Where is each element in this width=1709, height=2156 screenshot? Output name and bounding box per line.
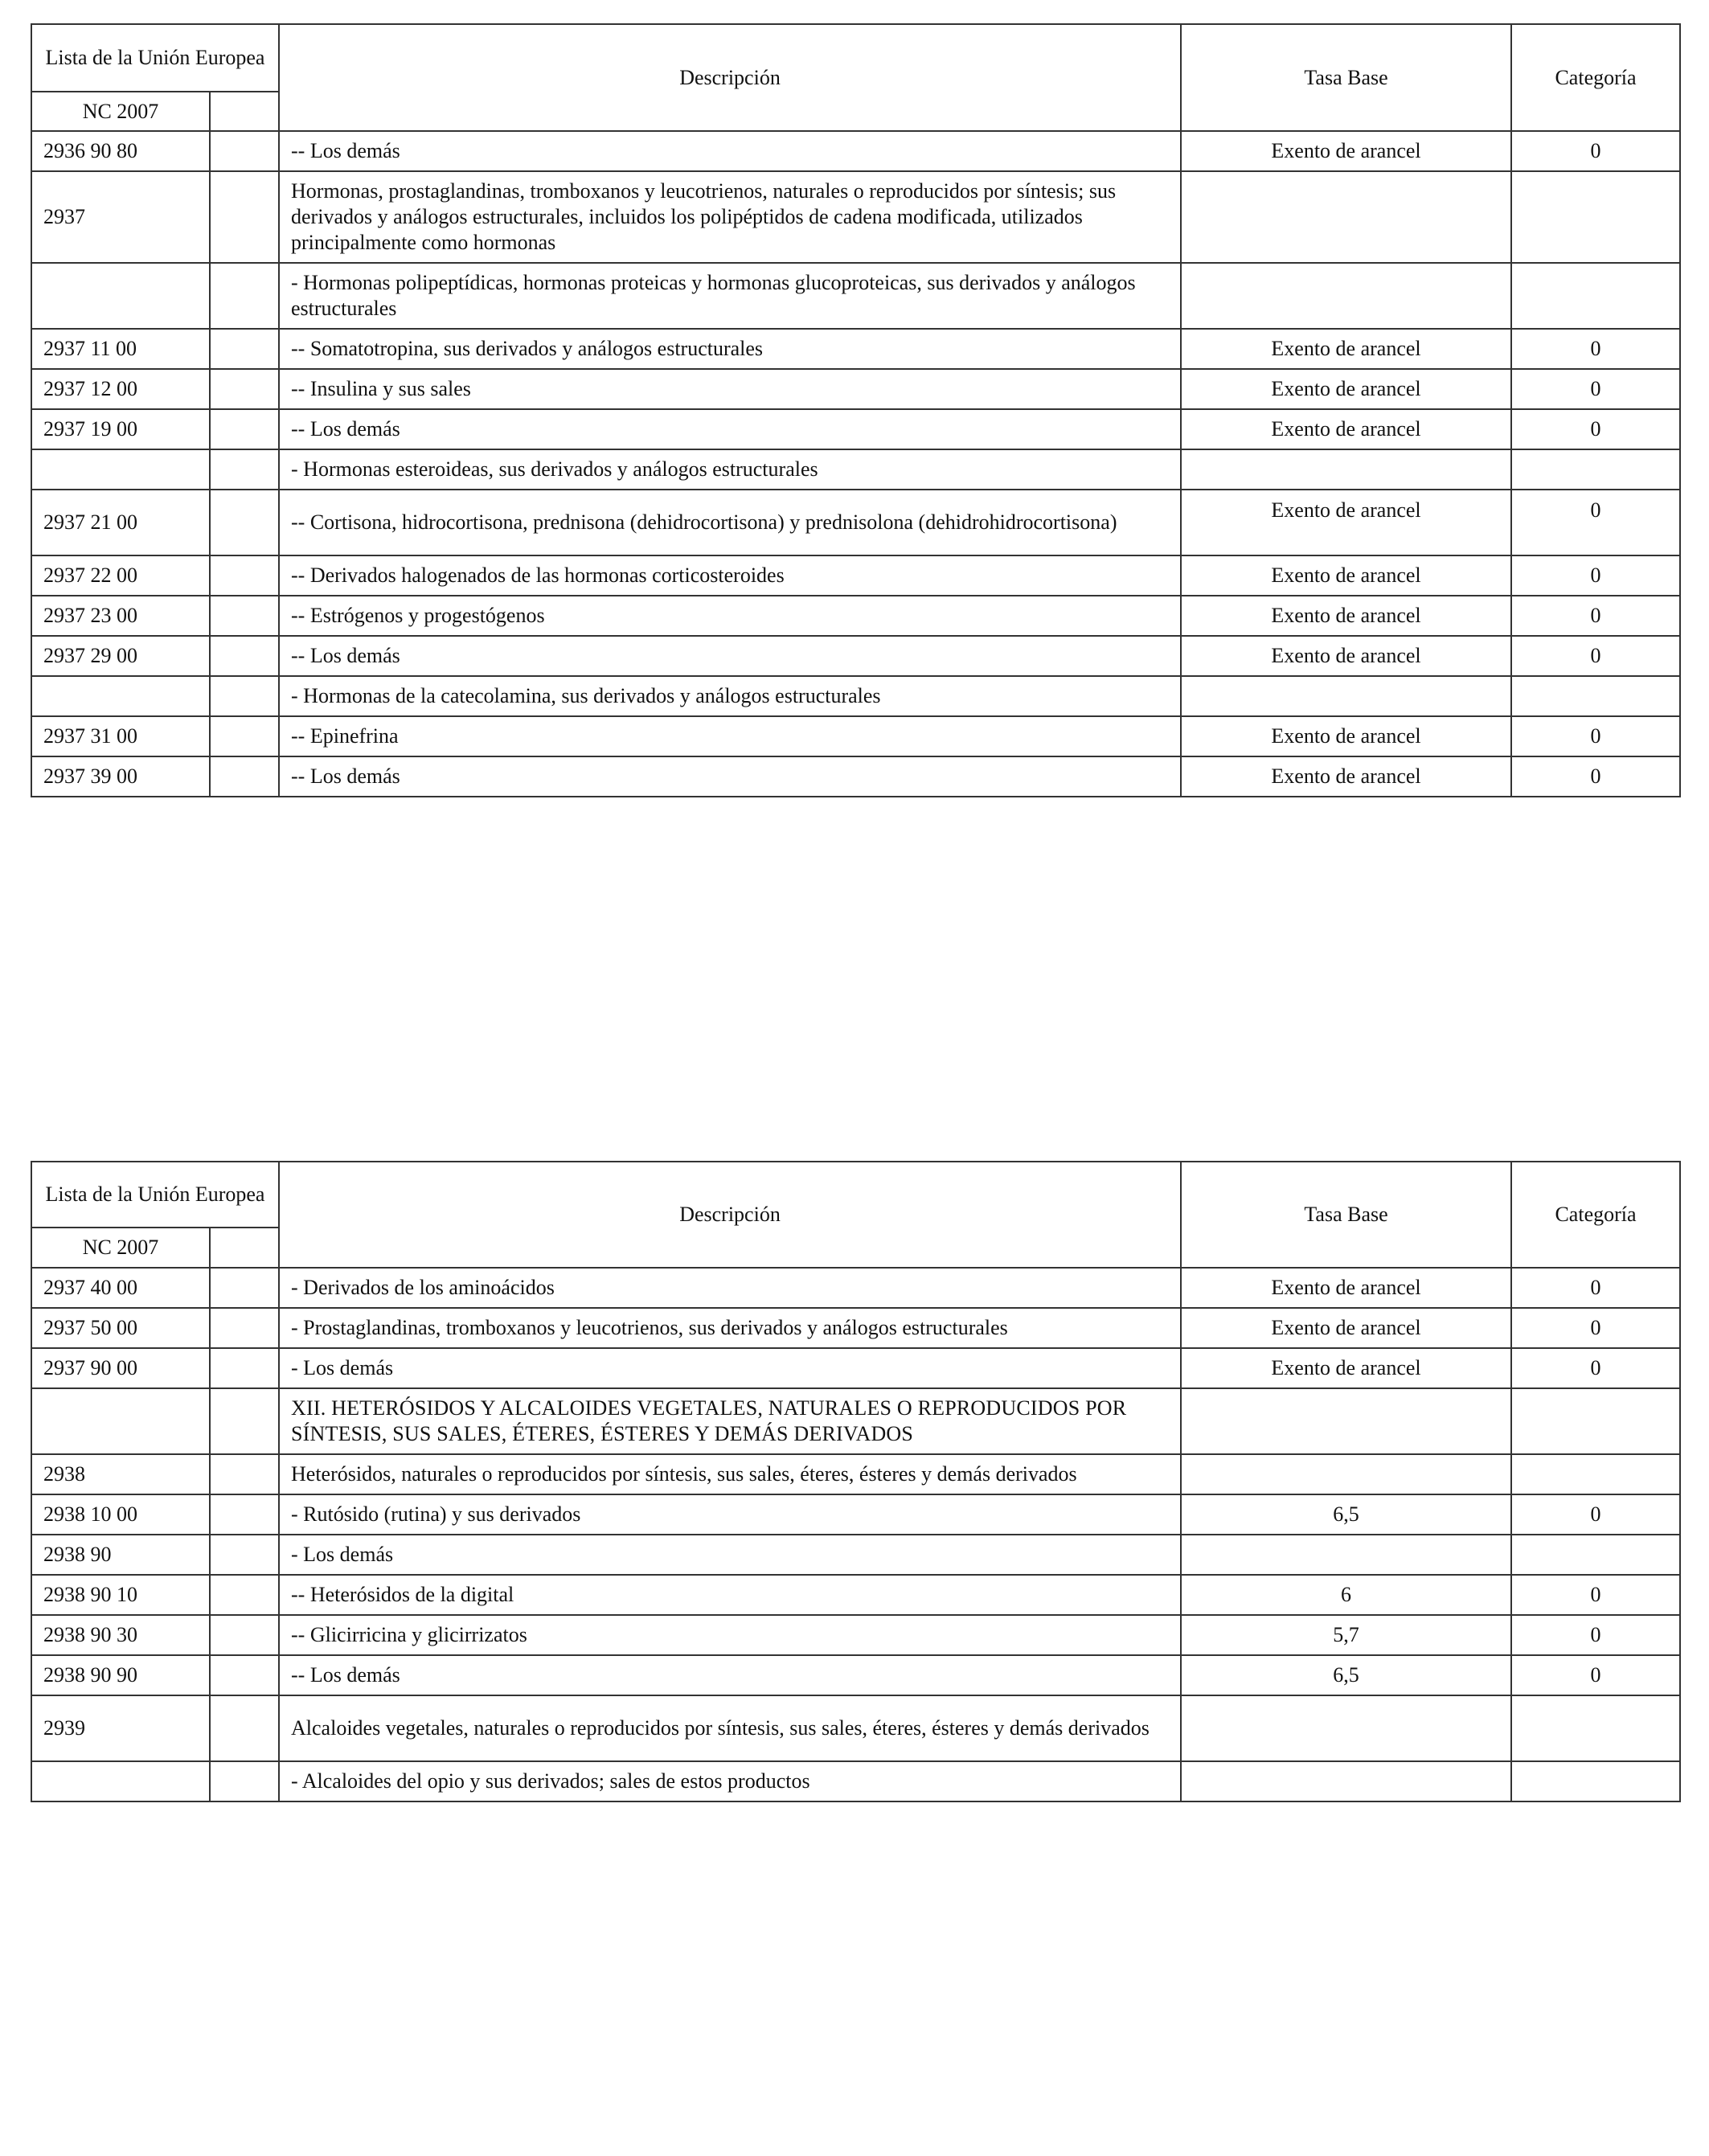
code-cell: 2936 90 80: [31, 131, 210, 171]
description-cell: -- Epinefrina: [279, 716, 1181, 756]
description-cell: -- Glicirricina y glicirrizatos: [279, 1615, 1181, 1655]
code-cell: 2938 90 30: [31, 1615, 210, 1655]
header-list: Lista de la Unión Europea: [31, 24, 279, 92]
code-cell: 2937 50 00: [31, 1308, 210, 1348]
rate-cell: Exento de arancel: [1181, 369, 1511, 409]
table-row: [31, 263, 1680, 329]
category-cell: 0: [1511, 490, 1680, 555]
table-row: [31, 1388, 1680, 1454]
rate-cell: [1181, 171, 1511, 263]
table-row: [31, 716, 1680, 756]
category-cell: [1511, 1761, 1680, 1801]
header-description: Descripción: [279, 24, 1181, 131]
code-cell: 2937: [31, 171, 210, 263]
category-cell: [1511, 1388, 1680, 1454]
header-blank: [210, 92, 279, 131]
rate-cell: Exento de arancel: [1181, 555, 1511, 596]
header-nc: NC 2007: [31, 92, 210, 131]
description-cell: -- Los demás: [279, 131, 1181, 171]
section-heading: XII. HETERÓSIDOS Y ALCALOIDES VEGETALES, NATURALES O REPRODUCIDOS POR SÍNTESIS, SUS SALES, ÉTERES, ÉSTERES Y DEMÁS DERIVADOS: [279, 1388, 1181, 1454]
description-cell: - Derivados de los aminoácidos: [279, 1268, 1181, 1308]
category-cell: [1511, 449, 1680, 490]
header-description: Descripción: [279, 1162, 1181, 1268]
rate-cell: Exento de arancel: [1181, 1348, 1511, 1388]
description-cell: - Rutósido (rutina) y sus derivados: [279, 1494, 1181, 1535]
category-cell: [1511, 1454, 1680, 1494]
code-cell: 2938 90: [31, 1535, 210, 1575]
description-cell: -- Cortisona, hidrocortisona, prednisona (dehidrocortisona) y prednisolona (dehidrohidrocortisona): [279, 490, 1181, 555]
table-row: [31, 1308, 1680, 1348]
category-cell: [1511, 171, 1680, 263]
category-cell: 0: [1511, 636, 1680, 676]
description-cell: -- Heterósidos de la digital: [279, 1575, 1181, 1615]
table-row: [31, 131, 1680, 171]
code-cell: 2937 11 00: [31, 329, 210, 369]
description-cell: -- Los demás: [279, 636, 1181, 676]
code-cell: 2938 90 10: [31, 1575, 210, 1615]
description-cell: -- Los demás: [279, 1655, 1181, 1695]
code-cell: [31, 449, 210, 490]
rate-cell: [1181, 1388, 1511, 1454]
category-cell: 0: [1511, 756, 1680, 797]
description-cell: - Hormonas de la catecolamina, sus derivados y análogos estructurales: [279, 676, 1181, 716]
code-cell: [31, 1388, 210, 1454]
category-cell: 0: [1511, 716, 1680, 756]
rate-cell: [1181, 1535, 1511, 1575]
description-cell: - Los demás: [279, 1348, 1181, 1388]
category-cell: 0: [1511, 555, 1680, 596]
description-cell: - Hormonas esteroideas, sus derivados y análogos estructurales: [279, 449, 1181, 490]
code-cell: 2937 29 00: [31, 636, 210, 676]
rate-cell: 6: [1181, 1575, 1511, 1615]
header-category: Categoría: [1511, 1162, 1680, 1268]
rate-cell: [1181, 449, 1511, 490]
table-row: [31, 1268, 1680, 1308]
rate-cell: Exento de arancel: [1181, 1308, 1511, 1348]
code-cell: 2937 40 00: [31, 1268, 210, 1308]
description-cell: -- Los demás: [279, 409, 1181, 449]
table-row: [31, 1494, 1680, 1535]
table-row: [31, 676, 1680, 716]
rate-cell: [1181, 263, 1511, 329]
description-cell: -- Insulina y sus sales: [279, 369, 1181, 409]
code-cell: 2937 12 00: [31, 369, 210, 409]
description-cell: -- Estrógenos y progestógenos: [279, 596, 1181, 636]
rate-cell: Exento de arancel: [1181, 636, 1511, 676]
code-cell: 2938 90 90: [31, 1655, 210, 1695]
category-cell: 0: [1511, 369, 1680, 409]
code-cell: [31, 263, 210, 329]
code-cell: 2937 22 00: [31, 555, 210, 596]
rate-cell: Exento de arancel: [1181, 329, 1511, 369]
rate-cell: Exento de arancel: [1181, 596, 1511, 636]
category-cell: 0: [1511, 1494, 1680, 1535]
table-row: [31, 490, 1680, 555]
header-nc: NC 2007: [31, 1228, 210, 1268]
code-cell: 2937 31 00: [31, 716, 210, 756]
description-cell: -- Los demás: [279, 756, 1181, 797]
category-cell: 0: [1511, 1348, 1680, 1388]
description-cell: Heterósidos, naturales o reproducidos por síntesis, sus sales, éteres, ésteres y demás derivados: [279, 1454, 1181, 1494]
description-cell: - Alcaloides del opio y sus derivados; sales de estos productos: [279, 1761, 1181, 1801]
table-row: [31, 1761, 1680, 1801]
table-row: [31, 1575, 1680, 1615]
table-row: [31, 1615, 1680, 1655]
table-row: [31, 555, 1680, 596]
table-row: [31, 1535, 1680, 1575]
table-row: [31, 329, 1680, 369]
category-cell: 0: [1511, 409, 1680, 449]
category-cell: 0: [1511, 1655, 1680, 1695]
code-cell: 2938: [31, 1454, 210, 1494]
header-category: Categoría: [1511, 24, 1680, 131]
table-row: [31, 636, 1680, 676]
category-cell: 0: [1511, 596, 1680, 636]
category-cell: [1511, 1535, 1680, 1575]
table-row: [31, 1348, 1680, 1388]
description-cell: Hormonas, prostaglandinas, tromboxanos y leucotrienos, naturales o reproducidos por síntesis; sus derivados y análogos estructurales, incluidos los polipéptidos de cadena modificada, utilizados principalmente como hormonas: [279, 171, 1181, 263]
header-rate: Tasa Base: [1181, 1162, 1511, 1268]
category-cell: [1511, 263, 1680, 329]
code-cell: 2939: [31, 1695, 210, 1761]
category-cell: [1511, 676, 1680, 716]
rate-cell: [1181, 1695, 1511, 1761]
rate-cell: [1181, 676, 1511, 716]
rate-cell: Exento de arancel: [1181, 131, 1511, 171]
header-blank: [210, 1228, 279, 1268]
table-row: [31, 409, 1680, 449]
table-row: [31, 756, 1680, 797]
description-cell: -- Somatotropina, sus derivados y análogos estructurales: [279, 329, 1181, 369]
code-cell: 2938 10 00: [31, 1494, 210, 1535]
table-row: [31, 369, 1680, 409]
rate-cell: Exento de arancel: [1181, 490, 1511, 555]
table-row: [31, 1454, 1680, 1494]
rate-cell: Exento de arancel: [1181, 1268, 1511, 1308]
code-cell: 2937 90 00: [31, 1348, 210, 1388]
category-cell: 0: [1511, 1268, 1680, 1308]
table-row: [31, 1655, 1680, 1695]
header-rate: Tasa Base: [1181, 24, 1511, 131]
table-row: [31, 596, 1680, 636]
category-cell: 0: [1511, 1575, 1680, 1615]
table-row: [31, 449, 1680, 490]
code-cell: 2937 19 00: [31, 409, 210, 449]
description-cell: - Los demás: [279, 1535, 1181, 1575]
table-row: [31, 171, 1680, 263]
category-cell: 0: [1511, 131, 1680, 171]
description-cell: -- Derivados halogenados de las hormonas corticosteroides: [279, 555, 1181, 596]
code-cell: [31, 1761, 210, 1801]
description-cell: - Hormonas polipeptídicas, hormonas proteicas y hormonas glucoproteicas, sus derivados y análogos estructurales: [279, 263, 1181, 329]
category-cell: 0: [1511, 1615, 1680, 1655]
rate-cell: [1181, 1761, 1511, 1801]
rate-cell: Exento de arancel: [1181, 409, 1511, 449]
rate-cell: 6,5: [1181, 1494, 1511, 1535]
rate-cell: Exento de arancel: [1181, 716, 1511, 756]
rate-cell: Exento de arancel: [1181, 756, 1511, 797]
code-cell: 2937 23 00: [31, 596, 210, 636]
rate-cell: [1181, 1454, 1511, 1494]
tariff-table-2: [31, 1161, 1681, 1802]
code-cell: [31, 676, 210, 716]
tariff-table-1: [31, 23, 1681, 797]
category-cell: [1511, 1695, 1680, 1761]
description-cell: Alcaloides vegetales, naturales o reproducidos por síntesis, sus sales, éteres, ésteres y demás derivados: [279, 1695, 1181, 1761]
code-cell: 2937 39 00: [31, 756, 210, 797]
code-cell: 2937 21 00: [31, 490, 210, 555]
category-cell: 0: [1511, 329, 1680, 369]
rate-cell: 5,7: [1181, 1615, 1511, 1655]
description-cell: - Prostaglandinas, tromboxanos y leucotrienos, sus derivados y análogos estructurales: [279, 1308, 1181, 1348]
header-list: Lista de la Unión Europea: [31, 1162, 279, 1228]
category-cell: 0: [1511, 1308, 1680, 1348]
rate-cell: 6,5: [1181, 1655, 1511, 1695]
table-row: [31, 1695, 1680, 1761]
